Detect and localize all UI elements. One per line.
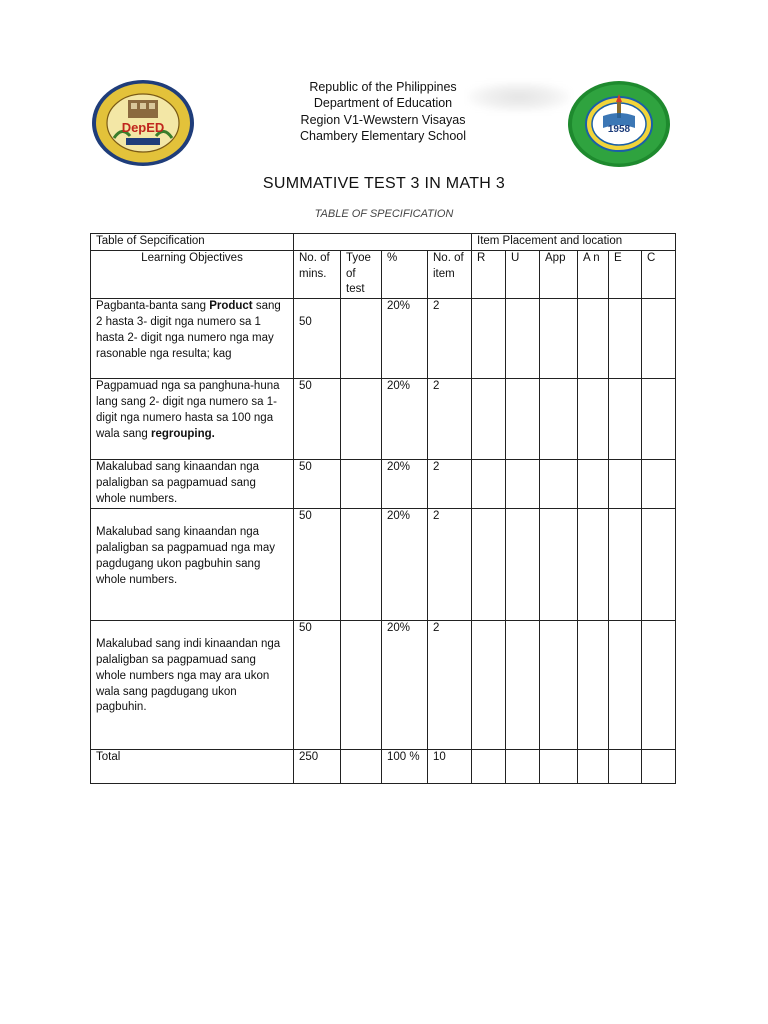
placement-cell <box>540 299 578 379</box>
placement-cell <box>506 299 540 379</box>
percent-cell: 20% <box>382 460 428 509</box>
header-line-department: Department of Education <box>313 96 453 111</box>
col-learning-objectives: Learning Objectives <box>91 250 294 298</box>
placement-cell <box>506 379 540 460</box>
table-row <box>91 509 676 621</box>
placement-cell <box>540 509 578 621</box>
percent-cell: 20% <box>382 621 428 750</box>
mins-cell: 50 <box>294 299 341 379</box>
placement-cell <box>578 379 609 460</box>
placement-cell <box>506 621 540 750</box>
placement-cell <box>609 460 642 509</box>
total-percent: 100 % <box>382 750 428 784</box>
col-no-of-item: No. of item <box>428 250 472 298</box>
col-c: C <box>642 250 676 298</box>
mins-cell: 50 <box>294 460 341 509</box>
placement-cell <box>609 299 642 379</box>
placement-cell <box>540 460 578 509</box>
total-row <box>91 750 676 784</box>
placement-cell <box>540 379 578 460</box>
placement-cell <box>578 750 609 784</box>
percent-cell: 20% <box>382 509 428 621</box>
placement-cell <box>472 460 506 509</box>
items-cell: 2 <box>428 379 472 460</box>
table-row <box>91 299 676 379</box>
items-cell: 2 <box>428 621 472 750</box>
placement-cell <box>642 750 676 784</box>
placement-cell <box>540 750 578 784</box>
table-row <box>91 460 676 509</box>
placement-cell <box>609 621 642 750</box>
col-r: R <box>472 250 506 298</box>
header-line-region: Region V1-Wewstern Visayas <box>300 112 466 127</box>
type-cell <box>341 379 382 460</box>
col-app: App <box>540 250 578 298</box>
table-caption-row <box>91 234 676 251</box>
placement-cell <box>506 460 540 509</box>
placement-cell <box>609 379 642 460</box>
column-header-row <box>91 250 676 298</box>
col-type-of-test: Tyoe of test <box>341 250 382 298</box>
col-e: E <box>609 250 642 298</box>
placement-cell <box>642 379 676 460</box>
col-an: A n <box>578 250 609 298</box>
page-title: SUMMATIVE TEST 3 IN MATH 3 <box>262 175 506 192</box>
total-label: Total <box>91 750 294 784</box>
items-cell: 2 <box>428 299 472 379</box>
deped-seal-icon <box>90 78 196 168</box>
placement-cell <box>578 460 609 509</box>
item-placement-header: Item Placement and location <box>472 234 676 251</box>
col-u: U <box>506 250 540 298</box>
table-row <box>91 379 676 460</box>
svg-text:DepED: DepED <box>121 120 165 135</box>
placement-cell <box>472 299 506 379</box>
page-subtitle: TABLE OF SPECIFICATION <box>314 208 454 220</box>
blank-header-cell <box>294 234 472 251</box>
header-line-school: Chambery Elementary School <box>299 129 467 144</box>
placement-cell <box>472 509 506 621</box>
percent-cell: 20% <box>382 299 428 379</box>
total-items: 10 <box>428 750 472 784</box>
placement-cell <box>578 621 609 750</box>
placement-cell <box>609 750 642 784</box>
objective-cell: Pagbanta-banta sang Product sang 2 hasta 3- digit nga numero sa 1 hasta 2- digit nga numero nga may rasonable nga resulta; kag <box>91 299 294 379</box>
header-line-republic: Republic of the Philippines <box>309 80 457 94</box>
svg-text:1958: 1958 <box>607 124 631 135</box>
type-cell <box>341 509 382 621</box>
objective-cell: Makalubad sang kinaandan nga palaligban sa pagpamuad nga may pagdugang ukon pagbuhin sang whole numbers. <box>91 509 294 621</box>
table-caption-cell: Table of Sepcification <box>91 234 294 251</box>
percent-cell: 20% <box>382 379 428 460</box>
col-no-of-mins: No. of mins. <box>294 250 341 298</box>
items-cell: 2 <box>428 460 472 509</box>
school-seal-icon <box>567 80 671 168</box>
placement-cell <box>540 621 578 750</box>
placement-cell <box>472 379 506 460</box>
mins-cell: 50 <box>294 379 341 460</box>
placement-cell <box>642 299 676 379</box>
col-percent: % <box>382 250 428 298</box>
placement-cell <box>578 299 609 379</box>
placement-cell <box>578 509 609 621</box>
placement-cell <box>642 621 676 750</box>
objective-cell: Makalubad sang kinaandan nga palaligban sa pagpamuad sang whole numbers. <box>91 460 294 509</box>
type-cell <box>341 460 382 509</box>
objective-cell: Makalubad sang indi kinaandan nga palaligban sa pagpamuad sang whole numbers nga may ara ukon wala sang pagdugang ukon pagbuhin. <box>91 621 294 750</box>
table-row <box>91 621 676 750</box>
total-mins: 250 <box>294 750 341 784</box>
mins-cell: 50 <box>294 509 341 621</box>
placement-cell <box>472 621 506 750</box>
mins-cell: 50 <box>294 621 341 750</box>
placement-cell <box>472 750 506 784</box>
placement-cell <box>506 750 540 784</box>
total-type <box>341 750 382 784</box>
placement-cell <box>642 460 676 509</box>
placement-cell <box>609 509 642 621</box>
placement-cell <box>506 509 540 621</box>
type-cell <box>341 299 382 379</box>
items-cell: 2 <box>428 509 472 621</box>
document-header <box>250 79 516 145</box>
type-cell <box>341 621 382 750</box>
objective-cell: Pagpamuad nga sa panghuna-huna lang sang 2- digit nga numero sa 1- digit nga numero hasta sa 100 nga wala sang regrouping. <box>91 379 294 460</box>
placement-cell <box>642 509 676 621</box>
specification-table <box>90 233 676 784</box>
